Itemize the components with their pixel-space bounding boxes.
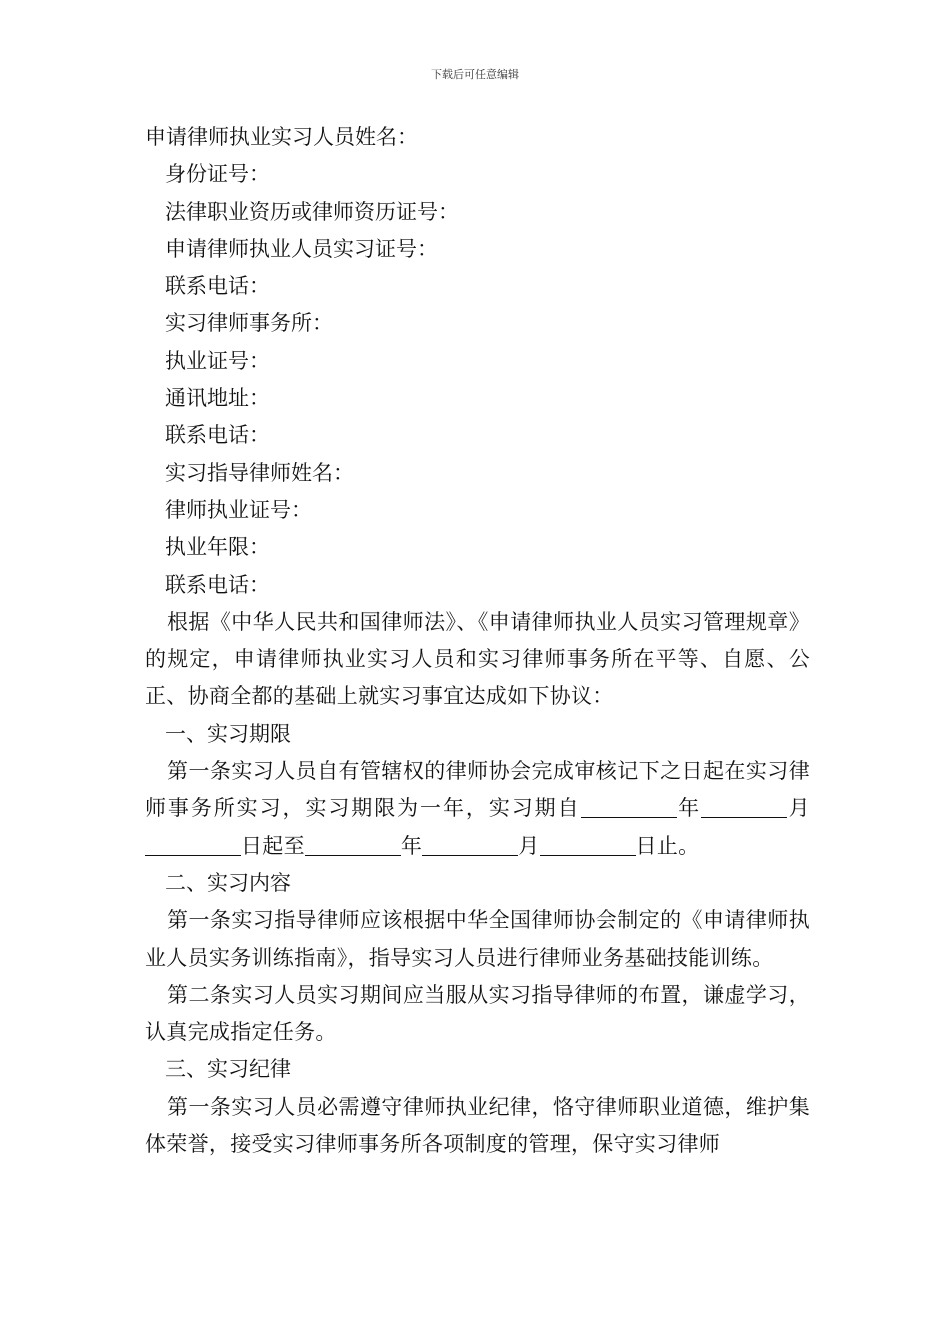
document-body: [145, 119, 810, 1163]
intro-paragraph: 根据《中华人民共和国律师法》、《申请律师执业人员实习管理规章》的规定，申请律师执业实习人员和实习律师事务所在平等、自愿、公正、协商全都的基础上就实习事宜达成如下协议：: [145, 609, 810, 709]
section-1-heading: 一、实习期限: [165, 721, 291, 746]
s1-day-from-label: 日起至: [241, 833, 305, 858]
blank-end-day: [540, 833, 636, 856]
blank-end-year: [305, 833, 401, 856]
s1-text-a: 第一条实习人员自有管辖权的律师协会完成审核记下之日起在实习律师事务所实习，实习期限为一年，实习期自: [145, 759, 810, 821]
field-supervisor-cert: 律师执业证号：: [165, 497, 312, 522]
section-1-article-1: [145, 753, 810, 865]
blank-start-day: [145, 833, 241, 856]
s1-month2-label: 月: [518, 833, 540, 858]
s1-year-label: 年: [676, 796, 702, 821]
field-id-number: 身份证号：: [165, 162, 270, 187]
field-phone-2: 联系电话：: [165, 423, 270, 448]
field-phone-1: 联系电话：: [165, 274, 270, 299]
field-intern-certificate: 申请律师执业人员实习证号：: [165, 236, 438, 261]
field-phone-3: 联系电话：: [165, 572, 270, 597]
section-2-article-2: 第二条实习人员实习期间应当服从实习指导律师的布置，谦虚学习，认真完成指定任务。: [145, 982, 810, 1045]
blank-end-month: [422, 833, 518, 856]
field-address: 通讯地址：: [165, 386, 270, 411]
field-law-firm: 实习律师事务所：: [165, 311, 333, 336]
blank-start-year: [581, 795, 677, 818]
field-practice-cert: 执业证号：: [165, 348, 270, 373]
s1-year2-label: 年: [400, 833, 423, 858]
field-applicant-name: 申请律师执业实习人员姓名：: [145, 125, 418, 149]
section-2-heading: 二、实习内容: [165, 870, 291, 895]
s1-month-label: 月: [787, 796, 810, 821]
s1-end-label: 日止。: [635, 833, 700, 858]
blank-start-month-a: [701, 795, 757, 818]
field-supervisor-name: 实习指导律师姓名：: [165, 460, 354, 485]
blank-start-month-b: [757, 795, 787, 818]
page-header-note: 下载后可任意编辑: [431, 68, 519, 81]
field-practice-years: 执业年限：: [165, 535, 270, 560]
section-3-heading: 三、实习纪律: [165, 1057, 291, 1082]
section-3-article-1: 第一条实习人员必需遵守律师执业纪律，恪守律师职业道德，维护集体荣誉，接受实习律师事务所各项制度的管理，保守实习律师: [145, 1094, 810, 1157]
field-legal-qualification: 法律职业资历或律师资历证号：: [165, 199, 459, 224]
section-2-article-1: 第一条实习指导律师应该根据中华全国律师协会制定的《申请律师执业人员实务训练指南》，指导实习人员进行律师业务基础技能训练。: [145, 908, 810, 970]
